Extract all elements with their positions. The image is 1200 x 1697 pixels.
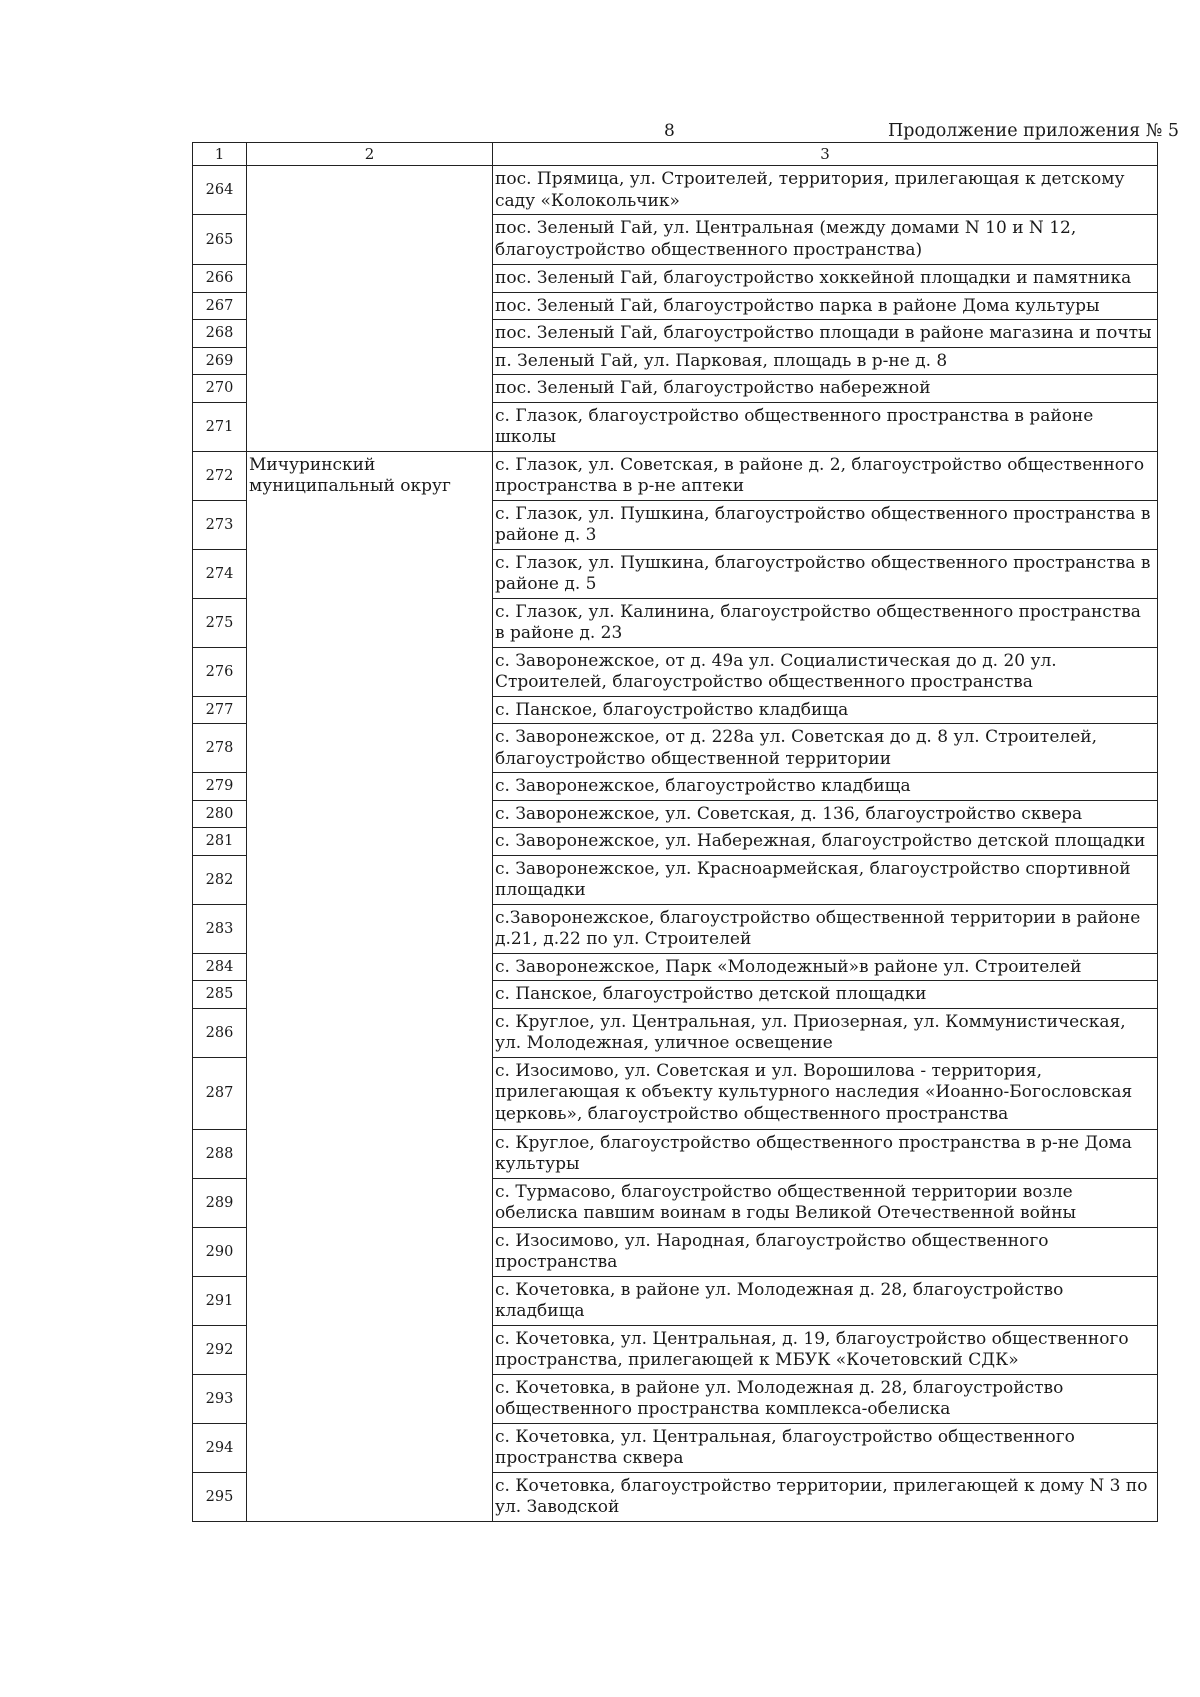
- row-number: 267: [193, 292, 247, 320]
- row-description: с. Круглое, благоустройство общественного пространства в р-не Дома культуры: [493, 1129, 1158, 1178]
- row-description: с. Заворонежское, ул. Советская, д. 136, благоустройство сквера: [493, 800, 1158, 828]
- row-number: 268: [193, 320, 247, 348]
- row-number: 275: [193, 598, 247, 647]
- row-number: 265: [193, 215, 247, 265]
- row-number: 293: [193, 1374, 247, 1423]
- row-description: с. Глазок, благоустройство общественного пространства в районе школы: [493, 402, 1158, 451]
- column-header-2: 2: [247, 143, 493, 166]
- row-number: 294: [193, 1423, 247, 1472]
- row-description: с. Панское, благоустройство кладбища: [493, 696, 1158, 724]
- header-row: [193, 143, 1158, 166]
- column-header-1: 1: [193, 143, 247, 166]
- column-header-3: 3: [493, 143, 1158, 166]
- row-number: 286: [193, 1008, 247, 1057]
- row-number: 278: [193, 724, 247, 773]
- row-description: с. Глазок, ул. Пушкина, благоустройство общественного пространства в районе д. 5: [493, 549, 1158, 598]
- row-description: пос. Прямица, ул. Строителей, территория, прилегающая к детскому саду «Колокольчик»: [493, 166, 1158, 215]
- row-description: с. Изосимово, ул. Народная, благоустройство общественного пространства: [493, 1227, 1158, 1276]
- district-cell: [247, 166, 493, 452]
- page-number: 8: [664, 121, 675, 141]
- row-number: 264: [193, 166, 247, 215]
- row-description: с. Заворонежское, от д. 228а ул. Советская до д. 8 ул. Строителей, благоустройство общественной территории: [493, 724, 1158, 773]
- row-number: 282: [193, 855, 247, 904]
- row-description: п. Зеленый Гай, ул. Парковая, площадь в р-не д. 8: [493, 347, 1158, 375]
- row-description: с. Кочетовка, в районе ул. Молодежная д. 28, благоустройство кладбища: [493, 1276, 1158, 1325]
- row-description: с. Заворонежское, ул. Красноармейская, благоустройство спортивной площадки: [493, 855, 1158, 904]
- row-description: с. Глазок, ул. Советская, в районе д. 2, благоустройство общественного пространства в р-не аптеки: [493, 451, 1158, 500]
- row-description: пос. Зеленый Гай, ул. Центральная (между домами N 10 и N 12, благоустройство общественного пространства): [493, 215, 1158, 265]
- row-description: с. Кочетовка, благоустройство территории, прилегающей к дому N 3 по ул. Заводской: [493, 1472, 1158, 1521]
- row-number: 272: [193, 451, 247, 500]
- row-description: с. Заворонежское, ул. Набережная, благоустройство детской площадки: [493, 828, 1158, 856]
- row-number: 274: [193, 549, 247, 598]
- row-number: 273: [193, 500, 247, 549]
- row-description: с. Круглое, ул. Центральная, ул. Приозерная, ул. Коммунистическая, ул. Молодежная, уличное освещение: [493, 1008, 1158, 1057]
- row-number: 292: [193, 1325, 247, 1374]
- row-number: 285: [193, 981, 247, 1009]
- row-number: 280: [193, 800, 247, 828]
- row-description: с. Изосимово, ул. Советская и ул. Ворошилова - территория, прилегающая к объекту культурного наследия «Иоанно-Богословская церковь», благоустройство общественного пространства: [493, 1057, 1158, 1129]
- row-number: 287: [193, 1057, 247, 1129]
- row-description: с. Глазок, ул. Пушкина, благоустройство общественного пространства в районе д. 3: [493, 500, 1158, 549]
- district-name: Мичуринский муниципальный округ: [247, 451, 493, 1521]
- table-row: [193, 166, 1158, 215]
- row-description: с. Кочетовка, ул. Центральная, д. 19, благоустройство общественного пространства, прилегающей к МБУК «Кочетовский СДК»: [493, 1325, 1158, 1374]
- row-description: пос. Зеленый Гай, благоустройство набережной: [493, 375, 1158, 403]
- table-body: [193, 143, 1158, 1522]
- row-number: 288: [193, 1129, 247, 1178]
- row-description: пос. Зеленый Гай, благоустройство площади в районе магазина и почты: [493, 320, 1158, 348]
- row-description: с.Заворонежское, благоустройство общественной территории в районе д.21, д.22 по ул. Строителей: [493, 904, 1158, 953]
- row-number: 270: [193, 375, 247, 403]
- row-number: 279: [193, 773, 247, 801]
- row-description: с. Панское, благоустройство детской площадки: [493, 981, 1158, 1009]
- row-description: с. Заворонежское, Парк «Молодежный»в районе ул. Строителей: [493, 953, 1158, 981]
- table-row: [193, 451, 1158, 500]
- row-number: 284: [193, 953, 247, 981]
- row-number: 290: [193, 1227, 247, 1276]
- row-number: 266: [193, 265, 247, 293]
- row-number: 295: [193, 1472, 247, 1521]
- row-description: с. Турмасово, благоустройство общественной территории возле обелиска павшим воинам в годы Великой Отечественной войны: [493, 1178, 1158, 1227]
- appendix-table: [192, 142, 1158, 1522]
- row-description: пос. Зеленый Гай, благоустройство парка в районе Дома культуры: [493, 292, 1158, 320]
- row-number: 276: [193, 647, 247, 696]
- row-description: с. Глазок, ул. Калинина, благоустройство общественного пространства в районе д. 23: [493, 598, 1158, 647]
- row-number: 289: [193, 1178, 247, 1227]
- row-description: с. Кочетовка, ул. Центральная, благоустройство общественного пространства сквера: [493, 1423, 1158, 1472]
- row-number: 281: [193, 828, 247, 856]
- row-number: 271: [193, 402, 247, 451]
- row-description: с. Заворонежское, от д. 49а ул. Социалистическая до д. 20 ул. Строителей, благоустройство общественного пространства: [493, 647, 1158, 696]
- row-description: с. Заворонежское, благоустройство кладбища: [493, 773, 1158, 801]
- row-number: 291: [193, 1276, 247, 1325]
- row-number: 283: [193, 904, 247, 953]
- continuation-header: Продолжение приложения № 5: [888, 121, 1179, 141]
- row-number: 277: [193, 696, 247, 724]
- row-description: с. Кочетовка, в районе ул. Молодежная д. 28, благоустройство общественного пространства комплекса-обелиска: [493, 1374, 1158, 1423]
- row-number: 269: [193, 347, 247, 375]
- row-description: пос. Зеленый Гай, благоустройство хоккейной площадки и памятника: [493, 265, 1158, 293]
